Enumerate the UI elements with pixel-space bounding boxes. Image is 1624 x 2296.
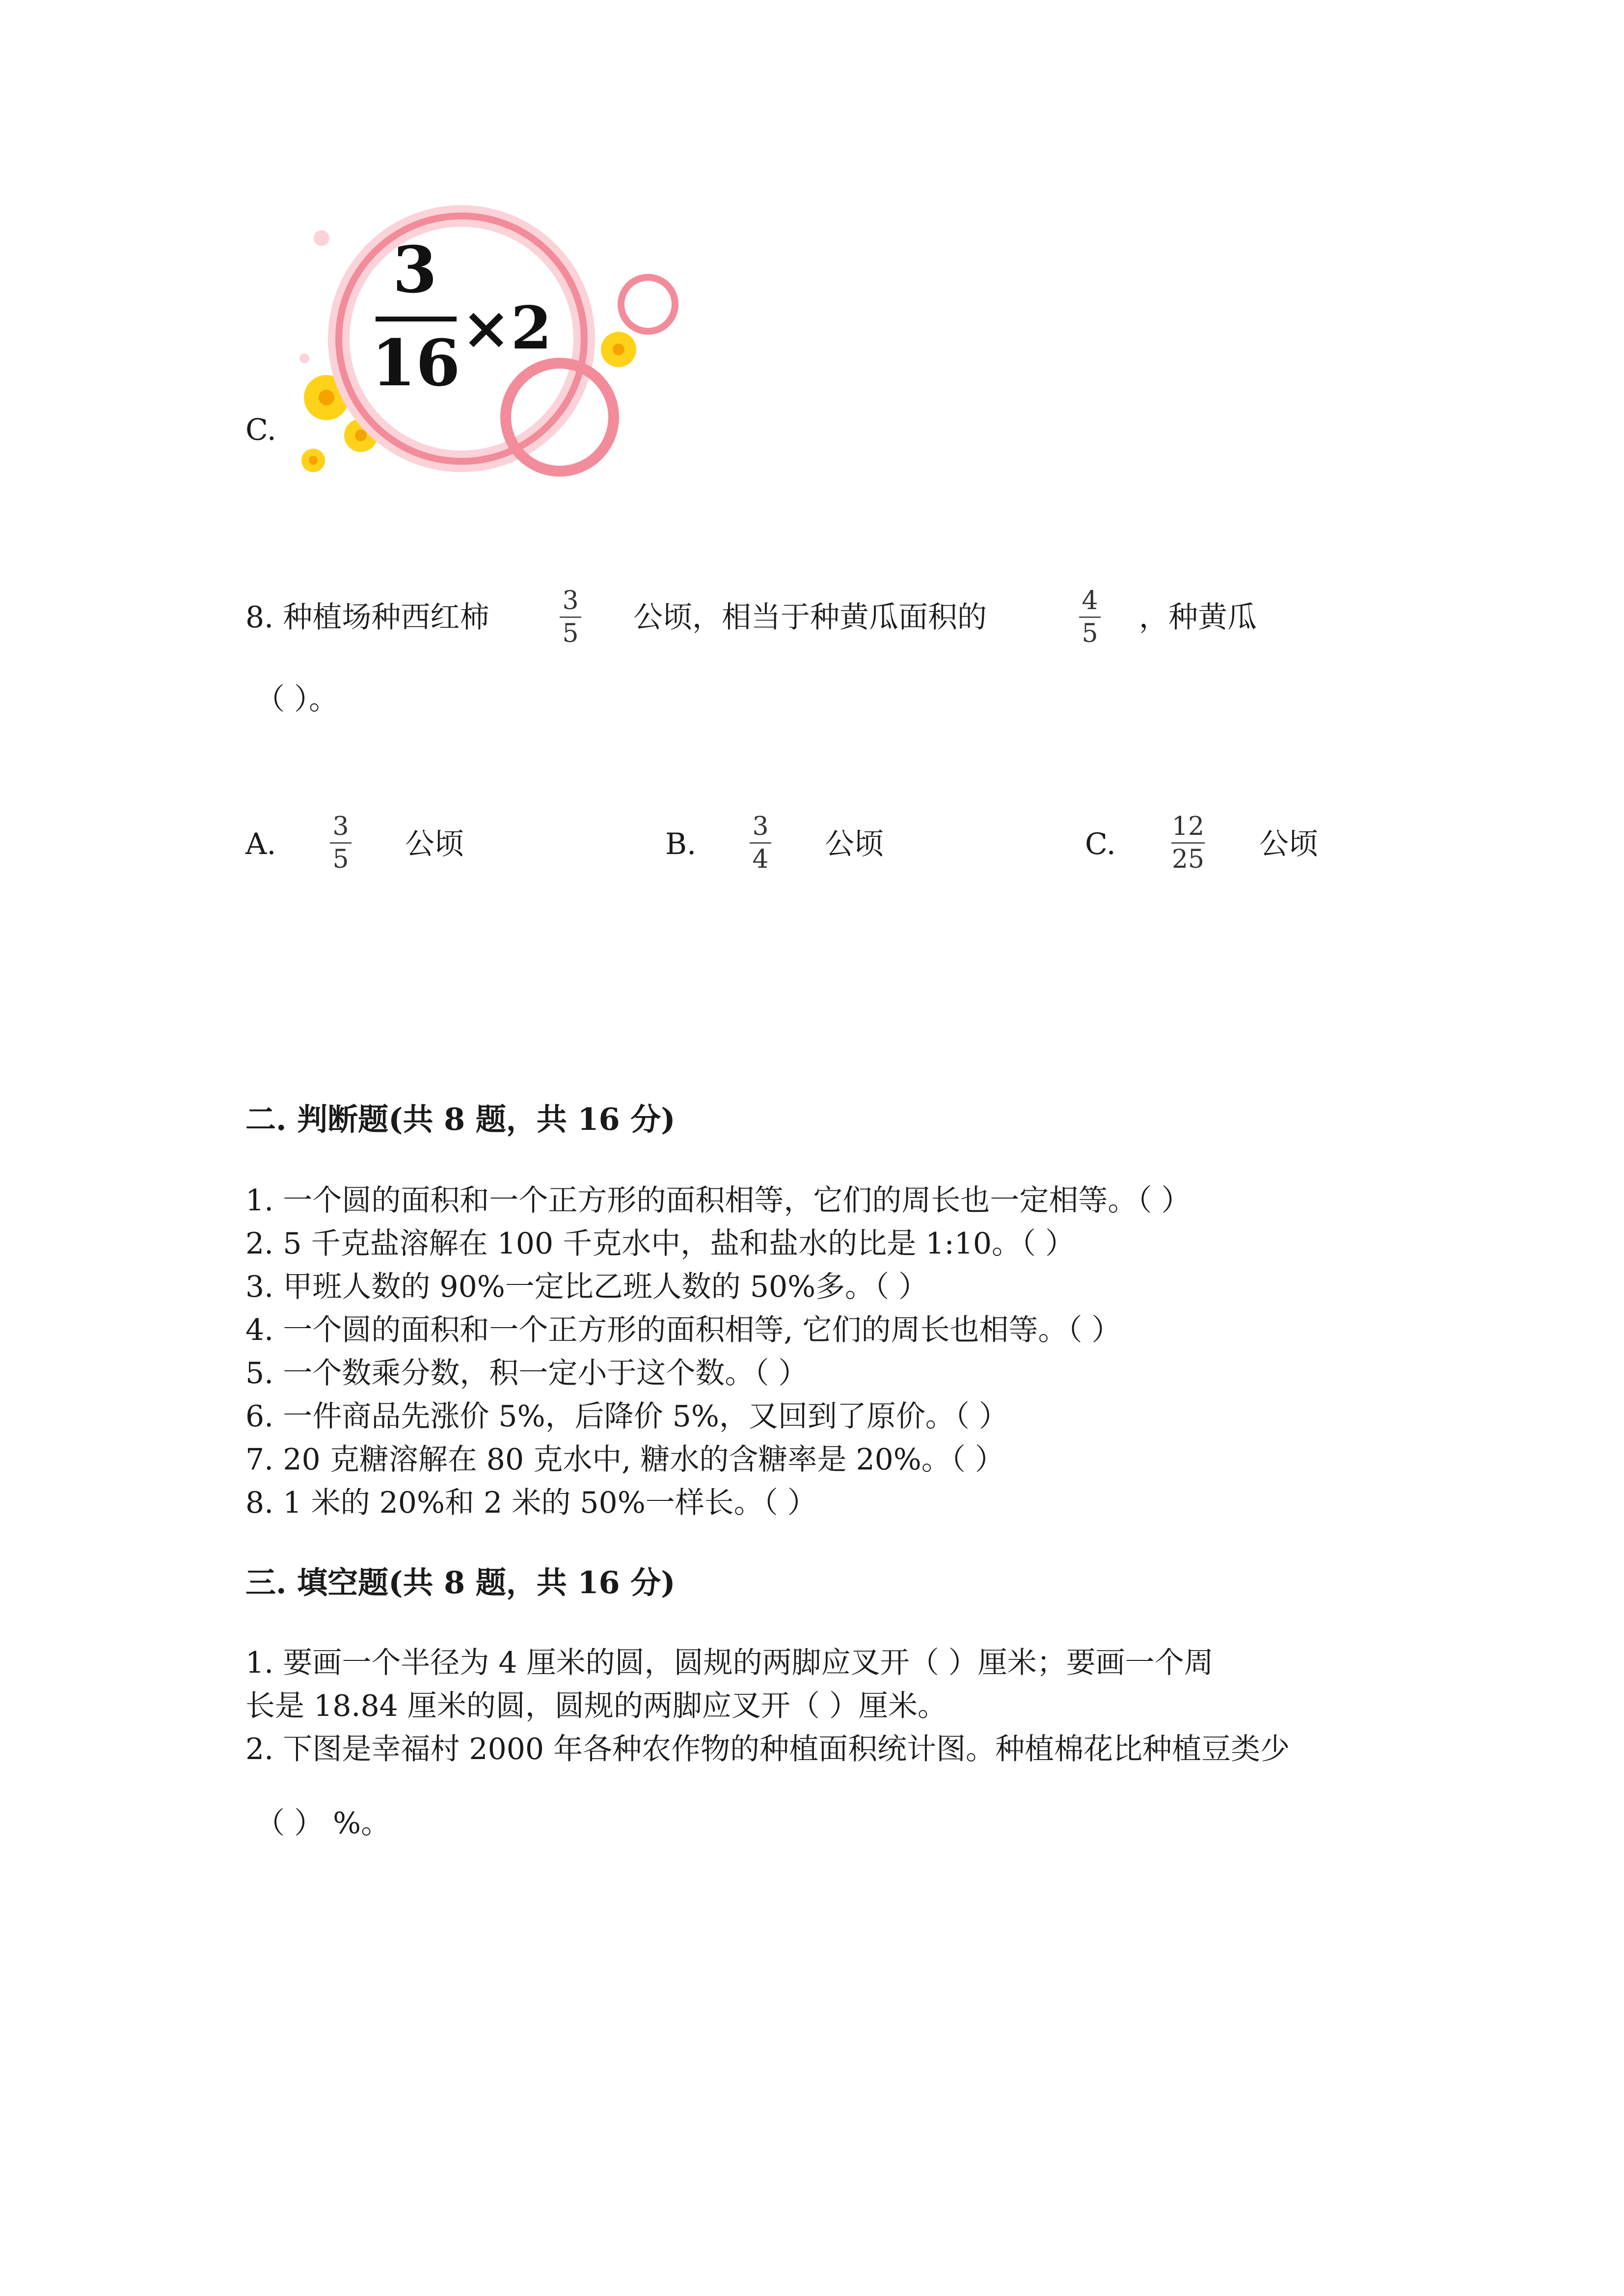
q8-option-b-fraction: [750, 814, 771, 872]
q8-frac1-den: 5: [562, 619, 579, 648]
q8-option-a-label: A.: [245, 827, 276, 861]
q8-frac2-den: 5: [1082, 619, 1098, 648]
judge-item-8: 8. 1 米的 20%和 2 米的 50%一样长。（ ）: [245, 1486, 817, 1520]
section3-title: 三. 填空题(共 8 题，共 16 分): [245, 1565, 676, 1601]
judge-item-5: 5. 一个数乘分数，积一定小于这个数。（ ）: [245, 1356, 808, 1390]
expr-denominator: 16: [371, 325, 460, 400]
q8-option-a-den: 5: [332, 845, 349, 874]
fill-item-2-line1: 2. 下图是幸福村 2000 年各种农作物的种植面积统计图。种植棉花比种植豆类少: [245, 1732, 1290, 1766]
section2-title: 二. 判断题(共 8 题，共 16 分): [245, 1101, 676, 1137]
fill-item-1-line2: 长是 18.84 厘米的圆，圆规的两脚应叉开（ ）厘米。: [245, 1689, 947, 1723]
q8-option-b-num: 3: [752, 812, 769, 841]
judge-item-7: 7. 20 克糖溶解在 80 克水中, 糖水的含糖率是 20%。（ ）: [245, 1442, 1004, 1477]
q8-option-c-fraction: [1171, 814, 1205, 872]
q8-option-a-unit: 公顷: [405, 827, 464, 861]
option-c-label: C.: [245, 413, 276, 447]
judge-item-3: 3. 甲班人数的 90%一定比乙班人数的 50%多。（ ）: [245, 1270, 928, 1304]
judge-item-6: 6. 一件商品先涨价 5%，后降价 5%，又回到了原价。（ ）: [245, 1399, 1008, 1434]
judge-item-4: 4. 一个圆的面积和一个正方形的面积相等, 它们的周长也相等。（ ）: [245, 1313, 1121, 1347]
q8-option-b-den: 4: [752, 845, 769, 874]
expr-numerator: 3: [392, 232, 437, 307]
q8-option-c-label: C.: [1085, 827, 1116, 861]
judge-item-1: 1. 一个圆的面积和一个正方形的面积相等，它们的周长也一定相等。（ ）: [245, 1183, 1191, 1218]
q8-frac1-num: 3: [562, 586, 579, 615]
q8-option-b-label: B.: [665, 827, 697, 861]
q8-fraction-1: [560, 588, 581, 646]
q8-option-c-num: 12: [1171, 812, 1205, 841]
fill-item-2-blank: （ ） %。: [255, 1806, 391, 1841]
q8-answer-blank: （ ）。: [255, 682, 339, 717]
fraction-expression-graphic: [275, 196, 697, 491]
q8-text-part3: ，种黄瓜: [1139, 600, 1257, 635]
q8-frac2-num: 4: [1082, 586, 1098, 615]
q8-option-b-unit: 公顷: [825, 827, 884, 861]
q8-fraction-2: [1079, 588, 1101, 646]
q8-option-a-fraction: [330, 814, 352, 872]
q8-option-c-den: 25: [1171, 845, 1205, 874]
expr-multiplier: ×2: [461, 294, 552, 363]
q8-option-c-unit: 公顷: [1259, 827, 1318, 861]
q8-text-part1: 8. 种植场种西红柿: [245, 600, 489, 635]
q8-option-a-num: 3: [332, 812, 349, 841]
judge-item-2: 2. 5 千克盐溶解在 100 千克水中，盐和盐水的比是 1:10。（ ）: [245, 1227, 1075, 1261]
q8-text-part2: 公顷，相当于种黄瓜面积的: [633, 600, 987, 635]
fill-item-1-line1: 1. 要画一个半径为 4 厘米的圆，圆规的两脚应叉开（ ）厘米；要画一个周: [245, 1646, 1214, 1680]
